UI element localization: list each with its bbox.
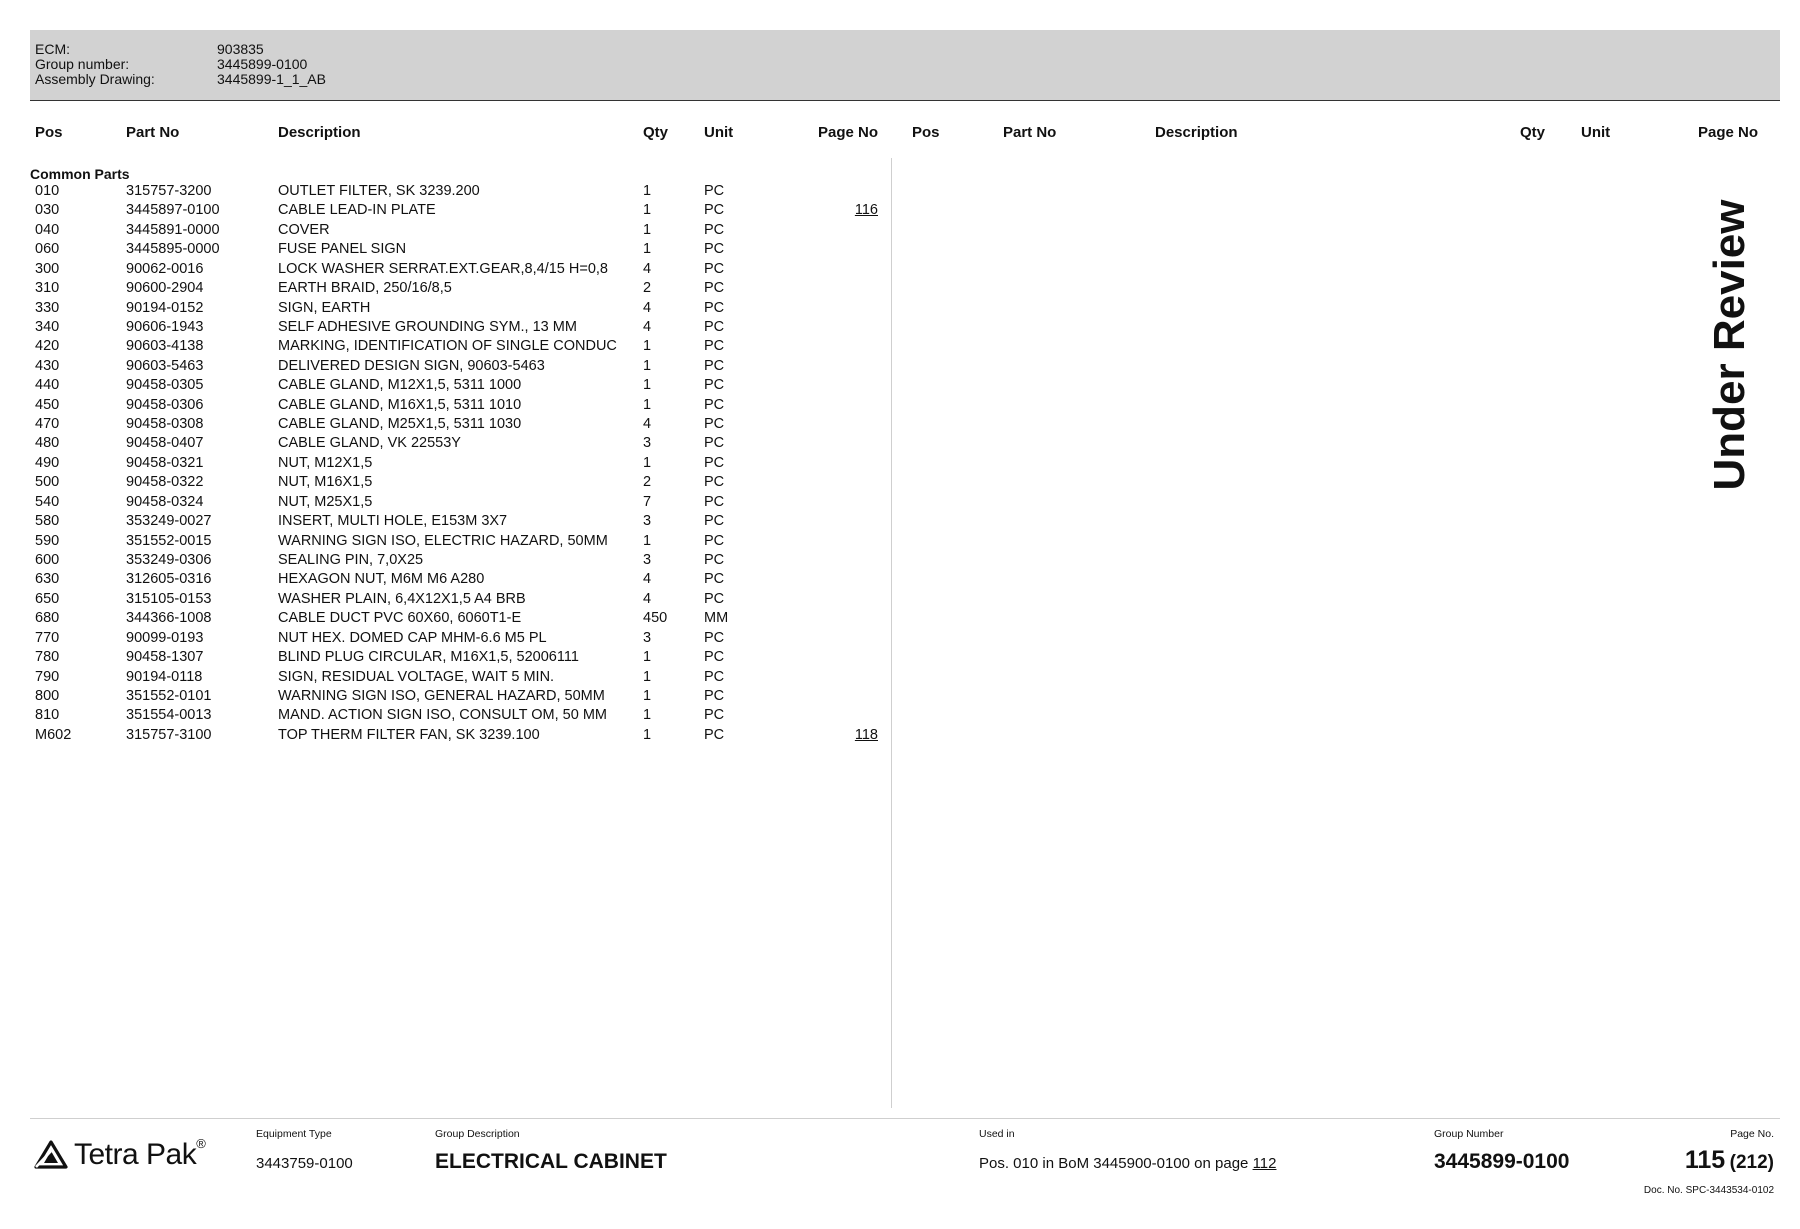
row-description: BLIND PLUG CIRCULAR, M16X1,5, 52006111 (278, 649, 579, 666)
row-part-no: 315757-3100 (126, 726, 212, 743)
row-qty: 2 (643, 280, 652, 297)
col-head-pos: Pos (35, 124, 63, 141)
row-unit: PC (704, 396, 725, 413)
row-description: COVER (278, 221, 330, 238)
row-description: CABLE GLAND, VK 22553Y (278, 435, 461, 452)
row-unit: PC (704, 318, 725, 335)
row-pos: 770 (35, 629, 60, 646)
row-part-no: 3445897-0100 (126, 202, 220, 219)
row-pos: 440 (35, 377, 60, 394)
row-unit: PC (704, 416, 725, 433)
tetra-pak-triangle-icon (34, 1140, 68, 1170)
row-description: CABLE LEAD-IN PLATE (278, 202, 436, 219)
row-qty: 1 (643, 396, 652, 413)
row-part-no: 312605-0316 (126, 571, 212, 588)
row-part-no: 90606-1943 (126, 318, 204, 335)
row-pos: 650 (35, 590, 60, 607)
row-part-no: 90458-0306 (126, 396, 204, 413)
row-qty: 7 (643, 493, 652, 510)
row-description: SELF ADHESIVE GROUNDING SYM., 13 MM (278, 318, 577, 335)
row-description: NUT, M16X1,5 (278, 474, 373, 491)
group-number-label: Group number: (35, 56, 130, 72)
footer-divider (30, 1118, 1780, 1119)
row-description: NUT, M12X1,5 (278, 454, 373, 471)
row-description: MARKING, IDENTIFICATION OF SINGLE CONDUC (278, 338, 617, 355)
row-pos: 490 (35, 454, 60, 471)
assembly-drawing-value: 3445899-1_1_AB (217, 71, 326, 87)
row-pos: 590 (35, 532, 60, 549)
row-qty: 1 (643, 687, 652, 704)
row-description: OUTLET FILTER, SK 3239.200 (278, 183, 480, 199)
col-head-page-no: Page No (817, 124, 878, 141)
col-head-page-no-right: Page No (1697, 124, 1758, 141)
equipment-type-value: 3443759-0100 (256, 1155, 353, 1172)
row-qty: 1 (643, 726, 652, 743)
row-qty: 1 (643, 183, 652, 199)
col-head-qty-right: Qty (1520, 124, 1546, 141)
row-unit: PC (704, 299, 725, 316)
row-part-no: 353249-0306 (126, 551, 212, 568)
row-qty: 4 (643, 318, 652, 335)
row-qty: 1 (643, 241, 652, 258)
row-part-no: 90600-2904 (126, 280, 204, 297)
row-qty: 1 (643, 532, 652, 549)
row-unit: PC (704, 474, 725, 491)
used-in-page-link[interactable]: 112 (1252, 1155, 1277, 1172)
row-unit: PC (704, 668, 725, 685)
col-head-qty: Qty (643, 124, 669, 141)
row-qty: 1 (643, 707, 652, 724)
row-pos: 310 (35, 280, 60, 297)
row-pos: 800 (35, 687, 60, 704)
row-unit: PC (704, 202, 725, 219)
assembly-drawing-label: Assembly Drawing: (35, 71, 155, 87)
ecm-value: 903835 (217, 41, 264, 57)
row-description: DELIVERED DESIGN SIGN, 90603-5463 (278, 357, 545, 374)
row-pos: 450 (35, 396, 60, 413)
row-unit: PC (704, 707, 725, 724)
row-qty: 3 (643, 513, 652, 530)
col-head-unit-right: Unit (1581, 124, 1611, 141)
row-description: NUT HEX. DOMED CAP MHM-6.6 M5 PL (278, 629, 547, 646)
row-part-no: 90603-4138 (126, 338, 204, 355)
row-pos: 540 (35, 493, 60, 510)
col-head-description: Description (278, 124, 361, 141)
col-head-description-right: Description (1155, 124, 1238, 141)
row-part-no: 3445891-0000 (126, 221, 220, 238)
row-part-no: 90458-0322 (126, 474, 204, 491)
row-description: TOP THERM FILTER FAN, SK 3239.100 (278, 726, 540, 743)
group-number-footer-label: Group Number (1434, 1128, 1504, 1140)
row-pos: 630 (35, 571, 60, 588)
page-number: 115 (212) (1684, 1146, 1774, 1174)
row-description: INSERT, MULTI HOLE, E153M 3X7 (278, 513, 508, 530)
row-description: LOCK WASHER SERRAT.EXT.GEAR,8,4/15 H=0,8 (278, 260, 608, 277)
row-description: CABLE GLAND, M16X1,5, 5311 1010 (278, 396, 522, 413)
col-head-part-no: Part No (126, 124, 180, 141)
row-pos: 810 (35, 707, 60, 724)
row-unit: PC (704, 377, 725, 394)
row-pos: 500 (35, 474, 60, 491)
row-part-no: 353249-0027 (126, 513, 212, 530)
col-head-part-no-right: Part No (1003, 124, 1057, 141)
header-band (30, 30, 1780, 101)
row-description: FUSE PANEL SIGN (278, 241, 407, 258)
row-unit: PC (704, 629, 725, 646)
row-part-no: 90458-0324 (126, 493, 204, 510)
row-pos: M602 (35, 726, 72, 743)
row-qty: 4 (643, 260, 652, 277)
row-description: CABLE DUCT PVC 60X60, 6060T1-E (278, 610, 522, 627)
row-qty: 1 (643, 357, 652, 374)
row-unit: PC (704, 649, 725, 666)
row-pos: 600 (35, 551, 60, 568)
column-divider (891, 158, 892, 1108)
row-qty: 3 (643, 435, 652, 452)
row-part-no: 90603-5463 (126, 357, 204, 374)
row-description: MAND. ACTION SIGN ISO, CONSULT OM, 50 MM (278, 707, 607, 724)
col-head-pos-right: Pos (912, 124, 940, 141)
row-qty: 1 (643, 649, 652, 666)
row-part-no: 315105-0153 (126, 590, 212, 607)
row-page-link[interactable]: 116 (854, 202, 878, 219)
row-description: WASHER PLAIN, 6,4X12X1,5 A4 BRB (278, 590, 526, 607)
row-qty: 1 (643, 202, 652, 219)
equipment-type-label: Equipment Type (256, 1128, 332, 1140)
row-unit: PC (704, 532, 725, 549)
page-no-label: Page No. (1730, 1128, 1774, 1140)
row-unit: PC (704, 280, 725, 297)
row-part-no: 315757-3200 (126, 183, 212, 199)
row-unit: PC (704, 551, 725, 568)
row-qty: 1 (643, 668, 652, 685)
row-part-no: 351552-0101 (126, 687, 212, 704)
row-pos: 300 (35, 260, 60, 277)
row-qty: 4 (643, 571, 652, 588)
row-part-no: 90458-0407 (126, 435, 204, 452)
doc-number: Doc. No. SPC-3443534-0102 (1643, 1185, 1774, 1196)
row-description: SIGN, EARTH (278, 299, 371, 316)
row-pos: 480 (35, 435, 60, 452)
row-pos: 420 (35, 338, 60, 355)
row-part-no: 90194-0152 (126, 299, 204, 316)
row-part-no: 90458-0321 (126, 454, 204, 471)
row-qty: 4 (643, 299, 652, 316)
row-unit: PC (704, 513, 725, 530)
row-pos: 790 (35, 668, 60, 685)
used-in-label: Used in (979, 1128, 1015, 1140)
row-unit: PC (704, 687, 725, 704)
row-description: CABLE GLAND, M25X1,5, 5311 1030 (278, 416, 522, 433)
row-pos: 780 (35, 649, 60, 666)
row-qty: 450 (643, 610, 668, 627)
row-unit: PC (704, 726, 725, 743)
row-unit: PC (704, 260, 725, 277)
section-title: Common Parts (30, 166, 130, 182)
row-unit: MM (704, 610, 729, 627)
row-pos: 330 (35, 299, 60, 316)
row-description: WARNING SIGN ISO, ELECTRIC HAZARD, 50MM (278, 532, 608, 549)
row-unit: PC (704, 571, 725, 588)
tetra-pak-logo (34, 1138, 205, 1172)
row-unit: PC (704, 493, 725, 510)
row-unit: PC (704, 454, 725, 471)
row-unit: PC (704, 183, 725, 199)
row-qty: 3 (643, 629, 652, 646)
row-unit: PC (704, 357, 725, 374)
row-pos: 060 (35, 241, 60, 258)
ecm-label: ECM: (35, 41, 70, 57)
row-part-no: 90458-1307 (126, 649, 204, 666)
row-description: CABLE GLAND, M12X1,5, 5311 1000 (278, 377, 522, 394)
row-part-no: 351552-0015 (126, 532, 212, 549)
row-qty: 1 (643, 454, 652, 471)
row-qty: 1 (643, 221, 652, 238)
row-qty: 4 (643, 590, 652, 607)
row-qty: 3 (643, 551, 652, 568)
row-part-no: 90458-0308 (126, 416, 204, 433)
row-part-no: 351554-0013 (126, 707, 212, 724)
row-pos: 030 (35, 202, 60, 219)
row-part-no: 90099-0193 (126, 629, 204, 646)
row-part-no: 3445895-0000 (126, 241, 220, 258)
row-part-no: 90194-0118 (126, 668, 203, 685)
row-unit: PC (704, 338, 725, 355)
row-pos: 040 (35, 221, 60, 238)
row-description: SEALING PIN, 7,0X25 (278, 551, 424, 568)
used-in-value: Pos. 010 in BoM 3445900-0100 on page 112 (979, 1155, 1277, 1172)
row-pos: 470 (35, 416, 60, 433)
row-description: SIGN, RESIDUAL VOLTAGE, WAIT 5 MIN. (278, 668, 555, 685)
group-number-footer-value: 3445899-0100 (1434, 1150, 1570, 1173)
group-description-label: Group Description (435, 1128, 520, 1140)
row-description: WARNING SIGN ISO, GENERAL HAZARD, 50MM (278, 687, 605, 704)
under-review-watermark: Under Review (1705, 199, 1754, 491)
row-pos: 680 (35, 610, 60, 627)
row-part-no: 90062-0016 (126, 260, 204, 277)
row-unit: PC (704, 590, 725, 607)
row-part-no: 90458-0305 (126, 377, 204, 394)
row-description: EARTH BRAID, 250/16/8,5 (278, 280, 452, 297)
row-pos: 580 (35, 513, 60, 530)
row-page-link[interactable]: 118 (854, 726, 878, 743)
row-pos: 340 (35, 318, 60, 335)
group-description-value: ELECTRICAL CABINET (435, 1150, 667, 1173)
row-qty: 1 (643, 338, 652, 355)
group-number-value: 3445899-0100 (217, 56, 308, 72)
row-pos: 430 (35, 357, 60, 374)
row-unit: PC (704, 241, 725, 258)
row-qty: 4 (643, 416, 652, 433)
row-qty: 2 (643, 474, 652, 491)
row-qty: 1 (643, 377, 652, 394)
row-description: NUT, M25X1,5 (278, 493, 373, 510)
row-pos: 010 (35, 183, 60, 199)
row-unit: PC (704, 435, 725, 452)
row-unit: PC (704, 221, 725, 238)
logo-text: Tetra Pak® (74, 1136, 206, 1171)
col-head-unit: Unit (704, 124, 734, 141)
row-description: HEXAGON NUT, M6M M6 A280 (278, 571, 485, 588)
row-part-no: 344366-1008 (126, 610, 212, 627)
